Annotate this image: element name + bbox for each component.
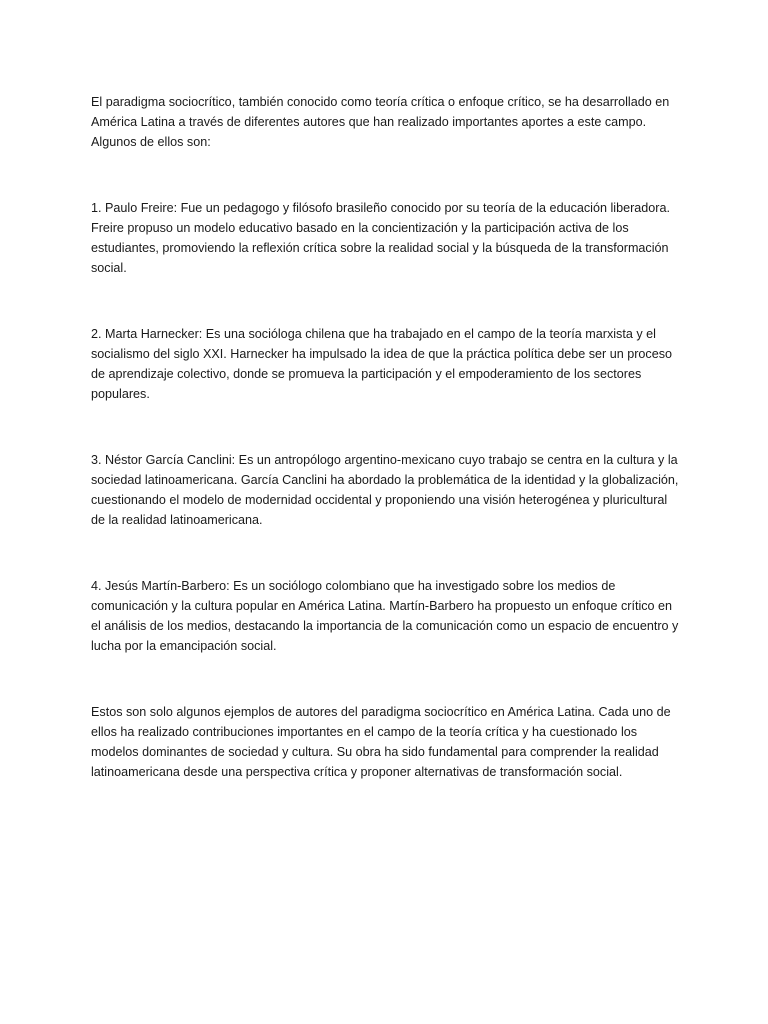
paragraph-paulo-freire: 1. Paulo Freire: Fue un pedagogo y filósofo brasileño conocido por su teoría de la educación liberadora. Freire propuso un modelo educativo basado en la concientización y la participación activa de los estudiantes, promoviendo la reflexión crítica sobre la realidad social y la búsqueda de la transformación social. [91,201,670,275]
intro-paragraph: El paradigma sociocrítico, también conocido como teoría crítica o enfoque crítico, se ha desarrollado en América Latina a través de diferentes autores que han realizado importantes aportes a este campo. Algunos de ellos son: [91,95,670,149]
paragraph-marta-harnecker: 2. Marta Harnecker: Es una socióloga chilena que ha trabajado en el campo de la teoría marxista y el socialismo del siglo XXI. Harnecker ha impulsado la idea de que la práctica política debe ser un proceso de aprendizaje colectivo, donde se promueva la participación y el empoderamiento de los sectores populares. [91,327,673,401]
conclusion-paragraph: Estos son solo algunos ejemplos de autores del paradigma sociocrítico en América Latina. Cada uno de ellos ha realizado contribuciones importantes en el campo de la teoría crítica y ha cuestionado los modelos dominantes de sociedad y cultura. Su obra ha sido fundamental para comprender la realidad latinoamericana desde una perspectiva crítica y proponer alternativas de transformación social. [91,705,671,779]
document-body [91,92,683,828]
paragraph-nestor-garcia-canclini: 3. Néstor García Canclini: Es un antropólogo argentino-mexicano cuyo trabajo se centra en la cultura y la sociedad latinoamericana. García Canclini ha abordado la problemática de la identidad y la globalización, cuestionando el modelo de modernidad occidental y proponiendo una visión heterogénea y pluricultural de la realidad latinoamericana. [91,453,679,527]
paragraph-jesus-martin-barbero: 4. Jesús Martín-Barbero: Es un sociólogo colombiano que ha investigado sobre los medios de comunicación y la cultura popular en América Latina. Martín-Barbero ha propuesto un enfoque crítico en el análisis de los medios, destacando la importancia de la comunicación como un espacio de encuentro y lucha por la emancipación social. [91,579,679,653]
